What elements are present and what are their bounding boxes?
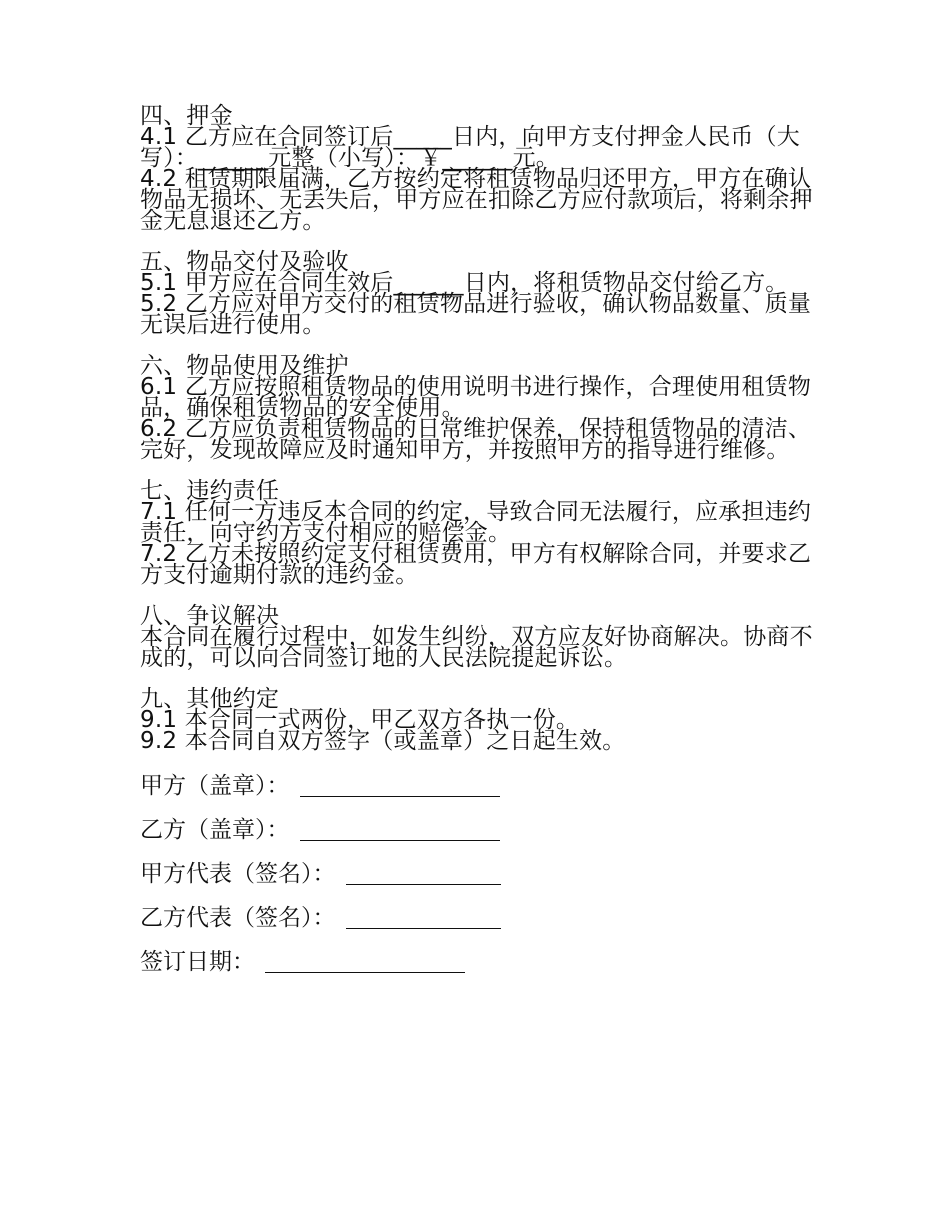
party-b-rep-field[interactable] xyxy=(346,904,501,929)
clause-paragraph: 9.2 本合同自双方签字（或盖章）之日起生效。 xyxy=(140,728,626,754)
sign-date-label: 签订日期： xyxy=(140,949,255,975)
party-a-seal-row xyxy=(140,772,820,816)
section-heading: 七、违约责任 xyxy=(140,478,280,504)
section-heading: 五、物品交付及验收 xyxy=(140,249,349,275)
signature-block xyxy=(140,772,820,992)
party-a-rep-field[interactable] xyxy=(346,860,501,885)
section-dispute xyxy=(140,603,820,671)
party-b-rep-label: 乙方代表（签名）： xyxy=(140,905,336,931)
section-delivery xyxy=(140,249,820,338)
section-heading: 六、物品使用及维护 xyxy=(140,353,349,379)
contract-page xyxy=(140,103,820,992)
section-other xyxy=(140,686,820,754)
clause-paragraph: 5.1 甲方应在合同生效后______日内，将租赁物品交付给乙方。 xyxy=(140,270,789,296)
clause-paragraph: 6.2 乙方应负责租赁物品的日常维护保养，保持租赁物品的清洁、完好，发现故障应及时通知甲方，并按照甲方的指导进行维修。 xyxy=(140,416,812,463)
sign-date-row xyxy=(140,948,820,992)
clause-paragraph: 4.1 乙方应在合同签订后_____日内，向甲方支付押金人民币（大写）：______元整（小写）：￥______元。 xyxy=(140,124,800,171)
party-a-seal-label: 甲方（盖章）： xyxy=(140,773,290,799)
clause-paragraph: 5.2 乙方应对甲方交付的租赁物品进行验收，确认物品数量、质量无误后进行使用。 xyxy=(140,291,812,338)
clause-paragraph: 本合同在履行过程中，如发生纠纷，双方应友好协商解决。协商不成的，可以向合同签订地的人民法院提起诉讼。 xyxy=(140,624,813,671)
party-b-seal-field[interactable] xyxy=(300,816,500,841)
party-a-rep-label: 甲方代表（签名）： xyxy=(140,861,336,887)
clause-paragraph: 4.2 租赁期限届满，乙方按约定将租赁物品归还甲方，甲方在确认物品无损坏、无丢失后，甲方应在扣除乙方应付款项后，将剩余押金无息退还乙方。 xyxy=(140,166,813,234)
sign-date-field[interactable] xyxy=(265,948,465,973)
party-a-rep-row xyxy=(140,860,820,904)
section-heading: 四、押金 xyxy=(140,103,233,129)
party-b-seal-label: 乙方（盖章）： xyxy=(140,817,290,843)
section-usage xyxy=(140,353,820,463)
clause-paragraph: 7.2 乙方未按照约定支付租赁费用，甲方有权解除合同，并要求乙方支付逾期付款的违约金。 xyxy=(140,541,812,588)
section-liability xyxy=(140,478,820,588)
party-b-seal-row xyxy=(140,816,820,860)
clause-paragraph: 6.1 乙方应按照租赁物品的使用说明书进行操作，合理使用租赁物品，确保租赁物品的安全使用。 xyxy=(140,374,812,421)
section-heading: 九、其他约定 xyxy=(140,686,280,712)
section-deposit xyxy=(140,103,820,234)
party-b-rep-row xyxy=(140,904,820,948)
clause-paragraph: 7.1 任何一方违反本合同的约定，导致合同无法履行，应承担违约责任，向守约方支付相应的赔偿金。 xyxy=(140,499,812,546)
party-a-seal-field[interactable] xyxy=(300,772,500,797)
section-heading: 八、争议解决 xyxy=(140,603,280,629)
clause-paragraph: 9.1 本合同一式两份，甲乙双方各执一份。 xyxy=(140,707,580,733)
